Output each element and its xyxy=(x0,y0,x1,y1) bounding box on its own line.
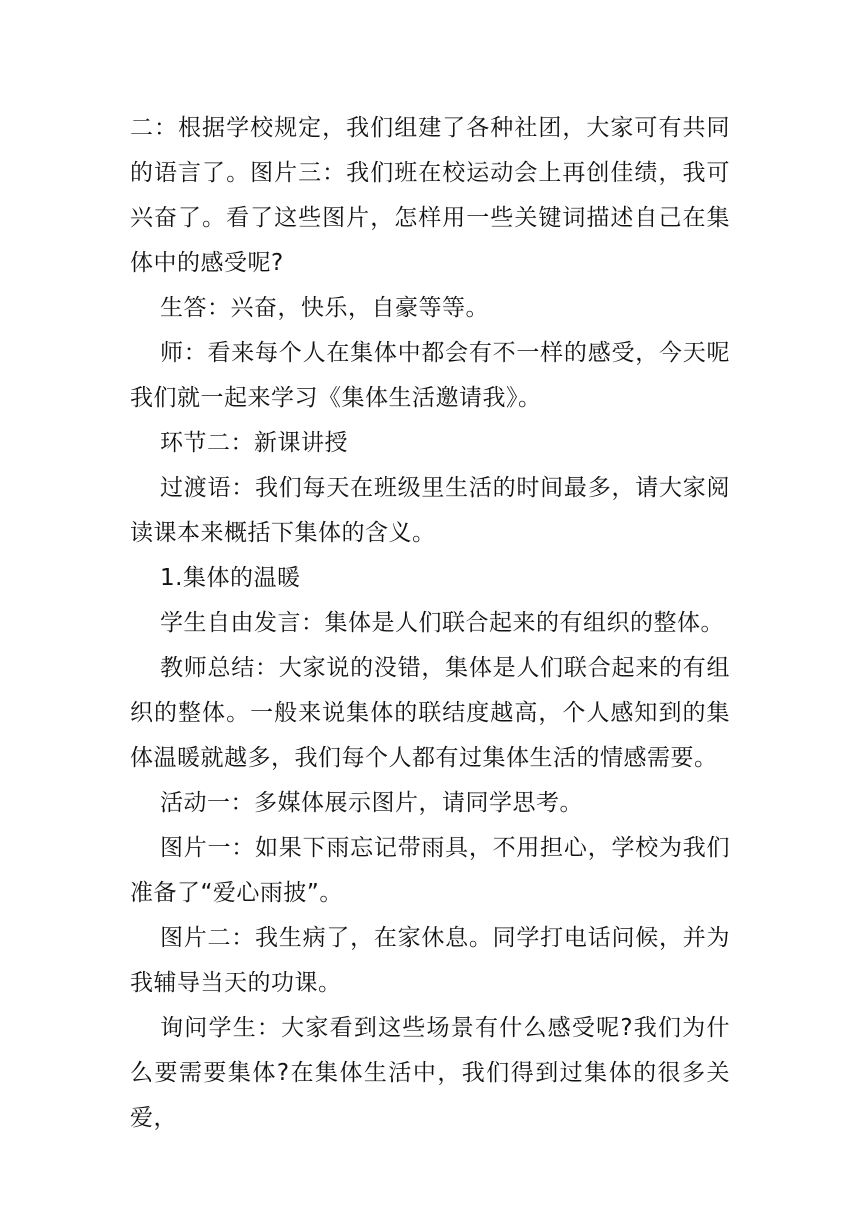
paragraph-student-speech: 学生自由发言：集体是人们联合起来的有组织的整体。 xyxy=(160,610,724,636)
paragraph-transition: 过渡语：我们每天在班级里生活的时间最多，请大家阅读课本来概括下集体的含义。 xyxy=(130,475,730,546)
paragraph-teacher-summary: 教师总结：大家说的没错，集体是人们联合起来的有组织的整体。一般来说集体的联结度越高，个人感知到的集体温暖就越多，我们每个人都有过集体生活的情感需要。 xyxy=(130,655,730,771)
paragraph-picture-one: 图片一：如果下雨忘记带雨具，不用担心，学校为我们准备了“爱心雨披”。 xyxy=(130,835,730,906)
paragraph-student-answer: 生答：兴奋，快乐，自豪等等。 xyxy=(160,295,489,321)
paragraph-activity-one: 活动一：多媒体展示图片，请同学思考。 xyxy=(160,790,583,816)
paragraph-continuation: 二：根据学校规定，我们组建了各种社团，大家可有共同的语言了。图片三：我们班在校运动会上再创佳绩，我可兴奋了。看了这些图片，怎样用一些关键词描述自己在集体中的感受呢? xyxy=(130,115,730,276)
paragraph-teacher-intro: 师：看来每个人在集体中都会有不一样的感受，今天呢我们就一起来学习《集体生活邀请我》。 xyxy=(130,340,730,411)
document-body xyxy=(130,106,730,1141)
paragraph-ask-students: 询问学生：大家看到这些场景有什么感受呢?我们为什么要需要集体?在集体生活中，我们得到过集体的很多关爱， xyxy=(130,1015,730,1131)
subheading-collective-warmth: 1.集体的温暖 xyxy=(160,565,301,591)
paragraph-picture-two: 图片二：我生病了，在家休息。同学打电话问候，并为我辅导当天的功课。 xyxy=(130,925,730,996)
section-heading-new-lesson: 环节二：新课讲授 xyxy=(160,430,348,456)
